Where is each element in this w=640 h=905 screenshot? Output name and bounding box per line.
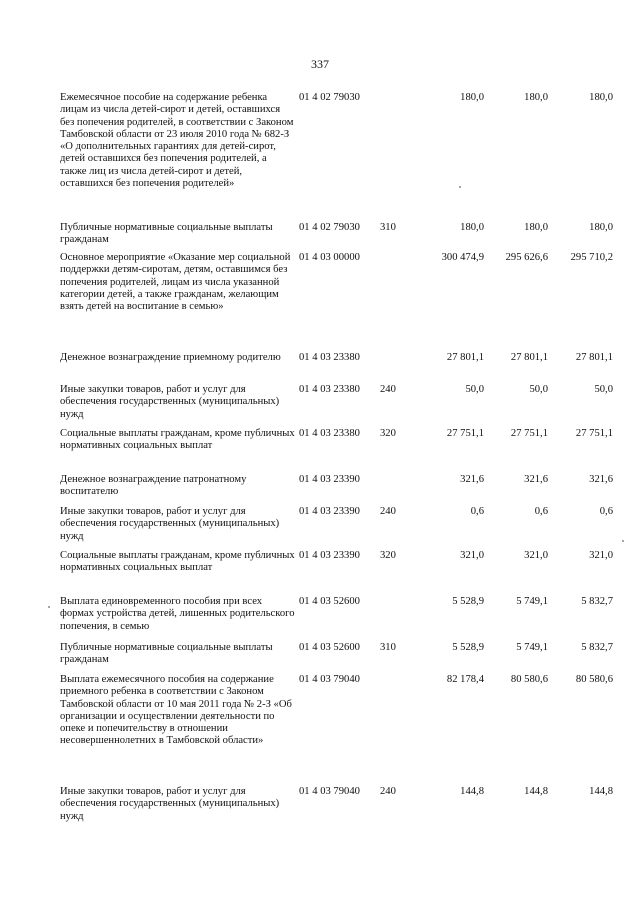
row-name: Ежемесячное пособие на содержание ребенка лицам из числа детей-сирот и детей, оставшихся без попечения родителей, в соответствии с Законом Тамбовской области от 23 июля 2010 года № 682-З «О дополнительных гарантиях для детей-сирот, детей оставшихся без попечения родителей, а также лиц из числа детей-сирот и детей, оставшихся без попечения родителей» <box>60 92 294 190</box>
row-code: 01 4 03 52600 <box>299 596 360 607</box>
row-value-3: 321,0 <box>589 550 613 561</box>
row-value-1: 180,0 <box>460 222 484 233</box>
row-value-3: 321,6 <box>589 474 613 485</box>
row-code: 01 4 03 79040 <box>299 674 360 685</box>
row-value-3: 27 751,1 <box>575 428 613 439</box>
row-value-3: 0,6 <box>599 506 613 517</box>
row-value-2: 50,0 <box>529 384 548 395</box>
row-value-2: 80 580,6 <box>510 674 548 685</box>
row-code: 01 4 03 00000 <box>299 252 360 263</box>
row-code: 01 4 02 79030 <box>299 222 360 233</box>
row-value-1: 300 474,9 <box>441 252 484 263</box>
row-name: Денежное вознаграждение приемному родителю <box>60 352 281 363</box>
row-name: Социальные выплаты гражданам, кроме публичных нормативных социальных выплат <box>60 550 295 574</box>
scan-speck <box>459 186 461 188</box>
row-value-2: 144,8 <box>524 786 548 797</box>
row-value-1: 321,6 <box>460 474 484 485</box>
row-value-2: 27 801,1 <box>510 352 548 363</box>
row-value-3: 27 801,1 <box>575 352 613 363</box>
row-name: Выплата единовременного пособия при всех формах устройства детей, лишенных родительского попечения, в семью <box>60 596 295 632</box>
row-name: Выплата ежемесячного пособия на содержание приемного ребенка в соответствии с Законом Тамбовской области от 10 мая 2011 года № 2-З «Об организации и осуществлении деятельности по опеке и попечительству в отношении несовершеннолетних в Тамбовской области» <box>60 674 292 747</box>
row-code: 01 4 03 23390 <box>299 506 360 517</box>
row-expense-type: 320 <box>380 428 396 439</box>
row-value-3: 50,0 <box>594 384 613 395</box>
row-code: 01 4 03 23380 <box>299 352 360 363</box>
row-value-1: 0,6 <box>470 506 484 517</box>
row-expense-type: 310 <box>380 642 396 653</box>
row-code: 01 4 03 23380 <box>299 428 360 439</box>
row-name: Публичные нормативные социальные выплаты гражданам <box>60 642 273 666</box>
row-name: Денежное вознаграждение патронатному воспитателю <box>60 474 247 498</box>
row-expense-type: 240 <box>380 384 396 395</box>
row-expense-type: 240 <box>380 786 396 797</box>
row-value-3: 180,0 <box>589 222 613 233</box>
row-value-1: 50,0 <box>465 384 484 395</box>
row-value-2: 180,0 <box>524 92 548 103</box>
row-value-2: 27 751,1 <box>510 428 548 439</box>
row-name: Основное мероприятие «Оказание мер социальной поддержки детям-сиротам, детям, оставшимся без попечения родителей, лицам из числа указанной категории детей, а также гражданам, желающим взять детей на воспитание в семью» <box>60 252 291 313</box>
row-value-3: 295 710,2 <box>570 252 613 263</box>
row-value-2: 321,6 <box>524 474 548 485</box>
row-name: Публичные нормативные социальные выплаты гражданам <box>60 222 273 246</box>
row-value-1: 321,0 <box>460 550 484 561</box>
row-value-1: 180,0 <box>460 92 484 103</box>
page-number: 337 <box>311 57 329 71</box>
row-value-1: 5 528,9 <box>452 642 484 653</box>
row-value-1: 5 528,9 <box>452 596 484 607</box>
row-code: 01 4 03 23380 <box>299 384 360 395</box>
row-value-2: 5 749,1 <box>516 596 548 607</box>
row-value-3: 144,8 <box>589 786 613 797</box>
row-value-1: 27 751,1 <box>446 428 484 439</box>
row-value-2: 295 626,6 <box>505 252 548 263</box>
row-value-3: 5 832,7 <box>581 596 613 607</box>
row-value-2: 5 749,1 <box>516 642 548 653</box>
scan-speck <box>48 606 50 608</box>
row-code: 01 4 03 79040 <box>299 786 360 797</box>
row-value-2: 180,0 <box>524 222 548 233</box>
row-code: 01 4 02 79030 <box>299 92 360 103</box>
row-expense-type: 320 <box>380 550 396 561</box>
row-expense-type: 310 <box>380 222 396 233</box>
row-name: Иные закупки товаров, работ и услуг для обеспечения государственных (муниципальных) нужд <box>60 384 280 420</box>
row-value-3: 180,0 <box>589 92 613 103</box>
row-value-2: 321,0 <box>524 550 548 561</box>
row-code: 01 4 03 52600 <box>299 642 360 653</box>
row-value-1: 27 801,1 <box>446 352 484 363</box>
row-code: 01 4 03 23390 <box>299 474 360 485</box>
scan-speck <box>622 540 624 542</box>
row-code: 01 4 03 23390 <box>299 550 360 561</box>
row-value-3: 80 580,6 <box>575 674 613 685</box>
row-value-2: 0,6 <box>534 506 548 517</box>
row-expense-type: 240 <box>380 506 396 517</box>
row-name: Социальные выплаты гражданам, кроме публичных нормативных социальных выплат <box>60 428 295 452</box>
row-name: Иные закупки товаров, работ и услуг для обеспечения государственных (муниципальных) нужд <box>60 506 280 542</box>
row-value-1: 144,8 <box>460 786 484 797</box>
row-value-1: 82 178,4 <box>446 674 484 685</box>
row-name: Иные закупки товаров, работ и услуг для обеспечения государственных (муниципальных) нужд <box>60 786 280 822</box>
row-value-3: 5 832,7 <box>581 642 613 653</box>
